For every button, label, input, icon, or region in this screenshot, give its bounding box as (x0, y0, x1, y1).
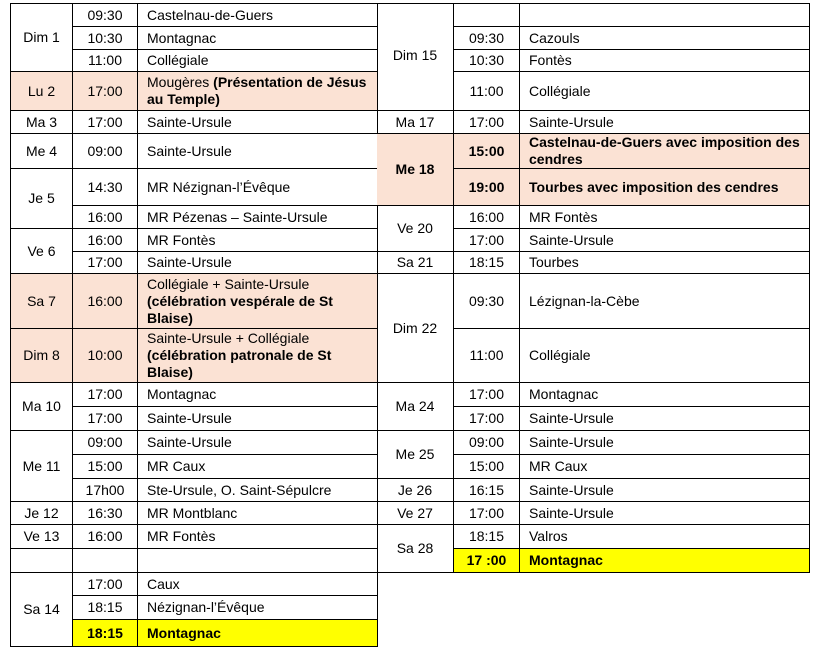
place-cell (137, 273, 378, 329)
time-cell: 09:00 (72, 430, 138, 455)
time-cell: 16:15 (453, 478, 520, 502)
place-cell: Valros (519, 524, 810, 549)
time-cell: 16:00 (72, 228, 138, 252)
day-cell: Dim 15 (377, 3, 454, 111)
time-cell: 18:15 (72, 595, 138, 620)
day-cell: Dim 1 (10, 3, 73, 72)
day-cell: Me 11 (10, 430, 73, 502)
day-cell: Ve 27 (377, 501, 454, 525)
day-cell: Lu 2 (10, 71, 73, 111)
place-cell: Sainte-Ursule (519, 478, 810, 502)
time-cell: 09:00 (453, 430, 520, 455)
time-cell: 09:30 (72, 3, 138, 27)
place-cell (137, 71, 378, 111)
place-cell (137, 328, 378, 383)
time-cell: 17:00 (72, 71, 138, 111)
day-cell: Ve 13 (10, 524, 73, 549)
time-cell: 11:00 (453, 71, 520, 111)
time-cell: 15:00 (453, 454, 520, 479)
time-cell: 19:00 (453, 168, 520, 206)
time-cell: 11:00 (453, 328, 520, 383)
empty-cell (453, 3, 520, 27)
place-cell: Montagnac (137, 26, 378, 50)
day-cell: Dim 8 (10, 328, 73, 383)
place-cell: Castelnau-de-Guers (137, 3, 378, 27)
time-cell: 17:00 (72, 572, 138, 596)
time-cell: 10:00 (72, 328, 138, 383)
time-cell: 15:00 (72, 454, 138, 479)
time-cell: 18:15 (72, 619, 138, 647)
time-cell: 11:00 (72, 49, 138, 72)
day-cell: Sa 28 (377, 524, 454, 573)
place-cell: Sainte-Ursule (519, 110, 810, 134)
place-cell: MR Fontès (137, 228, 378, 252)
day-cell: Je 26 (377, 478, 454, 502)
day-cell: Dim 22 (377, 273, 454, 383)
place-cell: Sainte-Ursule (137, 430, 378, 455)
empty-cell (519, 3, 810, 27)
time-cell: 17:00 (72, 110, 138, 134)
place-cell: Fontès (519, 49, 810, 72)
time-cell: 14:30 (72, 168, 138, 206)
place-cell: Cazouls (519, 26, 810, 50)
place-note: (célébration patronale de St Blaise) (147, 347, 332, 380)
place-name: Mougères (147, 74, 214, 90)
day-cell: Sa 14 (10, 572, 73, 647)
time-cell: 18:15 (453, 524, 520, 549)
time-cell: 17:00 (72, 382, 138, 407)
time-cell: 16:00 (72, 273, 138, 329)
day-cell: Ve 6 (10, 228, 73, 274)
day-cell: Je 5 (10, 168, 73, 229)
day-cell: Ve 20 (377, 205, 454, 252)
time-cell: 17:00 (453, 501, 520, 525)
day-cell: Me 18 (377, 133, 454, 206)
place-cell: Tourbes (519, 251, 810, 274)
place-cell: MR Montblanc (137, 501, 378, 525)
place-cell: MR Caux (137, 454, 378, 479)
place-cell: Montagnac (137, 619, 378, 647)
time-cell: 17:00 (72, 251, 138, 274)
place-cell: Tourbes avec imposition des cendres (519, 168, 810, 206)
day-cell: Sa 21 (377, 251, 454, 274)
place-cell: Sainte-Ursule (519, 406, 810, 431)
time-cell: 09:30 (453, 273, 520, 329)
time-cell: 17:00 (453, 228, 520, 252)
time-cell: 10:30 (453, 49, 520, 72)
place-cell: Collégiale (137, 49, 378, 72)
day-cell: Me 25 (377, 430, 454, 479)
place-cell: Caux (137, 572, 378, 596)
time-cell: 17:00 (453, 382, 520, 407)
place-cell: MR Pézenas – Sainte-Ursule (137, 205, 378, 229)
time-cell: 17:00 (453, 406, 520, 431)
place-cell: Sainte-Ursule (519, 430, 810, 455)
place-cell: Montagnac (137, 382, 378, 407)
place-note: (Présentation de Jésus au Temple) (147, 74, 367, 107)
day-cell: Me 4 (10, 133, 73, 169)
place-cell: Sainte-Ursule (137, 251, 378, 274)
time-cell: 16:00 (453, 205, 520, 229)
day-cell: Ma 24 (377, 382, 454, 431)
place-cell: MR Fontès (137, 524, 378, 549)
day-cell: Ma 17 (377, 110, 454, 134)
place-cell: Montagnac (519, 548, 810, 573)
time-cell: 15:00 (453, 133, 520, 169)
day-cell: Ma 10 (10, 382, 73, 431)
time-cell: 17:00 (453, 110, 520, 134)
time-cell: 09:00 (72, 133, 138, 169)
place-cell: MR Nézignan-l’Évêque (137, 168, 378, 206)
place-cell: Montagnac (519, 382, 810, 407)
time-cell: 16:00 (72, 524, 138, 549)
place-cell: Sainte-Ursule (137, 406, 378, 431)
day-cell: Ma 3 (10, 110, 73, 134)
time-cell: 17 :00 (453, 548, 520, 573)
time-cell: 09:30 (453, 26, 520, 50)
place-cell: Sainte-Ursule (137, 110, 378, 134)
day-cell: Je 12 (10, 501, 73, 525)
place-cell: MR Fontès (519, 205, 810, 229)
place-cell: Sainte-Ursule (519, 501, 810, 525)
place-cell: Nézignan-l’Évêque (137, 595, 378, 620)
empty-cell (137, 548, 378, 573)
time-cell: 16:30 (72, 501, 138, 525)
time-cell: 17h00 (72, 478, 138, 502)
place-cell: Sainte-Ursule (519, 228, 810, 252)
time-cell: 18:15 (453, 251, 520, 274)
time-cell: 10:30 (72, 26, 138, 50)
empty-cell (10, 548, 73, 573)
time-cell: 17:00 (72, 406, 138, 431)
place-cell: MR Caux (519, 454, 810, 479)
place-name: Collégiale + Sainte-Ursule (147, 275, 310, 292)
place-note: (célébration vespérale de St Blaise) (147, 292, 333, 326)
day-cell: Sa 7 (10, 273, 73, 329)
place-cell: Ste-Ursule, O. Saint-Sépulcre (137, 478, 378, 502)
place-cell: Collégiale (519, 328, 810, 383)
place-name: Sainte-Ursule + Collégiale (147, 330, 310, 346)
place-cell: Sainte-Ursule (137, 133, 378, 169)
time-cell: 16:00 (72, 205, 138, 229)
empty-cell (72, 548, 138, 573)
place-cell: Collégiale (519, 71, 810, 111)
place-cell: Castelnau-de-Guers avec imposition des cendres (519, 133, 810, 169)
place-cell: Lézignan-la-Cèbe (519, 273, 810, 329)
